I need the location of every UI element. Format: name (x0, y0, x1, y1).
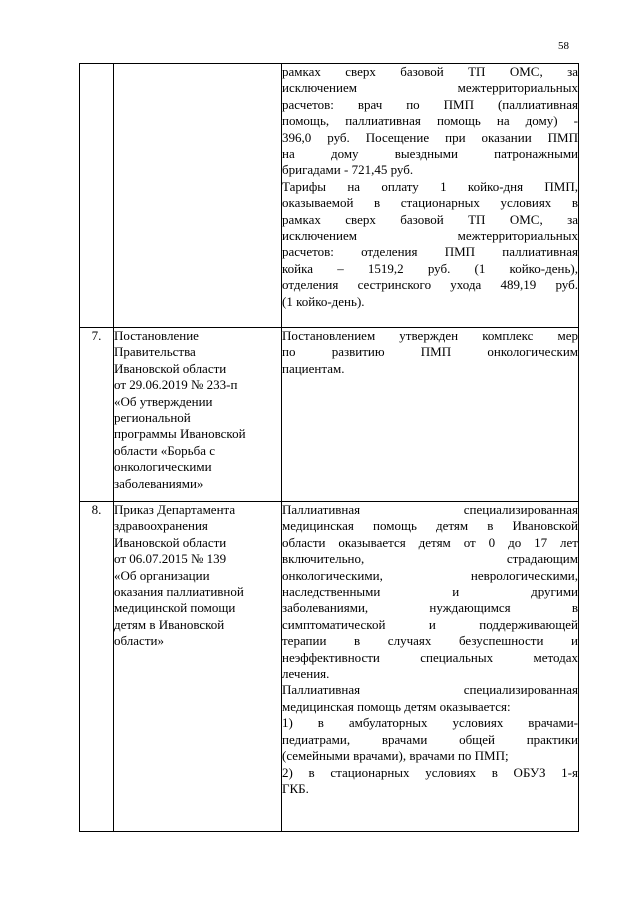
description-paragraph (282, 179, 578, 310)
description-line: бригадами - 721,45 руб. (282, 162, 414, 178)
description-line: отделения сестринского ухода 489,19 руб. (282, 277, 578, 293)
table-body (80, 64, 579, 832)
description-cell (282, 502, 579, 832)
document-title-line: Ивановской области (114, 534, 227, 550)
description-line: неэффективности специальных методах (282, 649, 578, 665)
description-line: области оказывается детям от 0 до 17 лет (282, 534, 578, 550)
description-line: Тарифы на оплату 1 койко-дня ПМП, (282, 178, 578, 194)
document-title-line: онкологическими (114, 459, 212, 475)
description-line: 396,0 руб. Посещение при оказании ПМП (282, 129, 578, 145)
description-line: онкологическими, неврологическими, (282, 567, 578, 583)
table-row (80, 64, 579, 328)
document-title-cell (114, 64, 282, 328)
document-title-line: Правительства (114, 344, 196, 360)
description-line: на дому выездными патронажными (282, 146, 578, 162)
description-line: медицинская помощь детям в Ивановской (282, 518, 578, 534)
description-line: исключением межтерриториальных (282, 228, 578, 244)
description-line: расчетов: врач по ПМП (паллиативная (282, 96, 578, 112)
description-line: симптоматической и поддерживающей (282, 616, 578, 632)
document-title-line: от 29.06.2019 № 233-п (114, 377, 238, 393)
document-title-line: области» (114, 633, 164, 649)
document-title-line: оказания паллиативной (114, 584, 244, 600)
description-line: койка – 1519,2 руб. (1 койко-день), (282, 260, 578, 276)
description-line: медицинская помощь детям оказывается: (282, 698, 511, 714)
document-title-line: детям в Ивановской (114, 616, 225, 632)
description-line: включительно, страдающим (282, 551, 578, 567)
description-paragraph (282, 765, 578, 798)
description-paragraph (282, 715, 578, 764)
description-line: наследственными и другими (282, 584, 578, 600)
description-paragraph (282, 64, 578, 179)
document-title-line: заболеваниями» (114, 475, 204, 491)
description-line: рамках сверх базовой ТП ОМС, за (282, 211, 578, 227)
description-line: педиатрами, врачами общей практики (282, 731, 578, 747)
document-title-line: Постановление (114, 328, 199, 343)
description-line: лечения. (282, 666, 330, 682)
description-line: Постановлением утвержден комплекс мер (282, 328, 578, 343)
description-line: пациентам. (282, 360, 345, 376)
description-paragraph (282, 328, 578, 377)
description-line: терапии в случаях безуспешности и (282, 633, 578, 649)
document-title-line: Ивановской области (114, 360, 227, 376)
description-line: Паллиативная специализированная (282, 502, 578, 517)
document-title-line: программы Ивановской (114, 426, 246, 442)
document-title-line: медицинской помощи (114, 600, 236, 616)
document-title-line: Приказ Департамента (114, 502, 236, 517)
document-table (79, 63, 579, 832)
document-title-cell (114, 328, 282, 502)
row-number-cell (80, 64, 114, 328)
description-line: помощь, паллиативная помощь на дому) - (282, 113, 578, 129)
table-row (80, 502, 579, 832)
description-paragraph (282, 682, 578, 715)
table-row (80, 328, 579, 502)
document-title-line: «Об организации (114, 567, 210, 583)
description-line: расчетов: отделения ПМП паллиативная (282, 244, 578, 260)
description-line: Паллиативная специализированная (282, 682, 578, 698)
document-title-line: «Об утверждении (114, 393, 213, 409)
description-line: по развитию ПМП онкологическим (282, 344, 578, 360)
description-line: 2) в стационарных условиях в ОБУЗ 1-я (282, 764, 578, 780)
document-title-line: здравоохранения (114, 518, 208, 534)
page-number: 58 (558, 40, 569, 52)
description-line: (1 койко-день). (282, 293, 365, 309)
description-line: оказываемой в стационарных условиях в (282, 195, 578, 211)
document-title-line: области «Борьба с (114, 442, 216, 458)
description-cell (282, 64, 579, 328)
document-title-line: от 06.07.2015 № 139 (114, 551, 227, 567)
document-title-cell (114, 502, 282, 832)
row-number-cell: 7. (80, 328, 114, 502)
description-line: рамках сверх базовой ТП ОМС, за (282, 64, 578, 79)
description-cell (282, 328, 579, 502)
description-line: исключением межтерриториальных (282, 80, 578, 96)
description-line: 1) в амбулаторных условиях врачами- (282, 715, 578, 731)
description-paragraph (282, 502, 578, 682)
description-line: (семейными врачами), врачами по ПМП; (282, 748, 509, 764)
description-line: заболеваниями, нуждающимся в (282, 600, 578, 616)
row-number-cell: 8. (80, 502, 114, 832)
description-line: ГКБ. (282, 780, 309, 796)
document-title-line: региональной (114, 410, 191, 426)
